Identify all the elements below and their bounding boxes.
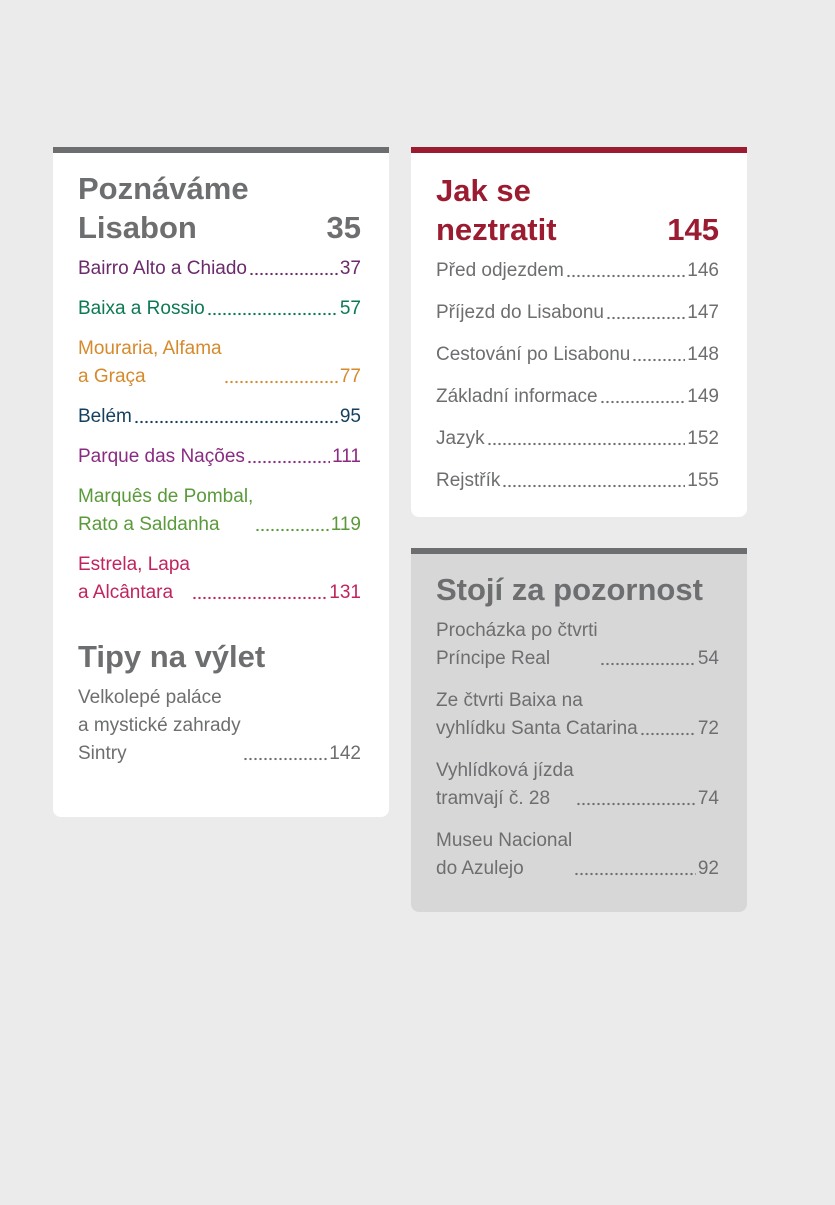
dot-leader <box>576 802 696 806</box>
heading-page-number: 145 <box>667 212 719 247</box>
toc-entry-page-number: 149 <box>687 386 719 407</box>
dot-leader <box>243 757 328 761</box>
section-body <box>78 169 361 768</box>
toc-entry-page-number: 148 <box>687 344 719 365</box>
toc-entry <box>78 443 361 471</box>
toc-entry-page-number: 111 <box>332 446 361 467</box>
section-card-worth <box>411 548 747 912</box>
toc-entry-label: Marquês de Pombal, Rato a Saldanha <box>78 486 254 535</box>
section-card-explore <box>53 147 389 817</box>
section-heading <box>436 171 719 249</box>
toc-entry <box>78 684 361 768</box>
toc-entry-label: Baixa a Rossio <box>78 298 205 319</box>
toc-entry-label: Procházka po čtvrti Príncipe Real <box>436 620 598 669</box>
toc-entry-label: Před odjezdem <box>436 260 564 281</box>
dot-leader <box>600 400 686 404</box>
toc-entry-label: Cestování po Lisabonu <box>436 344 631 365</box>
toc-entry <box>436 341 719 369</box>
heading-line: Lisabon <box>78 210 197 245</box>
toc-entry-page-number: 155 <box>687 470 719 491</box>
toc-entry <box>436 257 719 285</box>
toc-entry-page-number: 37 <box>339 258 361 279</box>
toc-entry-label: Museu Nacional do Azulejo <box>436 830 573 879</box>
toc-entry-label: Mouraria, Alfama a Graça <box>78 338 222 387</box>
heading-page-number: 35 <box>326 210 361 245</box>
dot-leader <box>192 596 327 600</box>
toc-list <box>436 617 719 883</box>
section-body <box>436 570 719 883</box>
dot-leader <box>600 662 696 666</box>
toc-entry <box>436 299 719 327</box>
toc-entry-label: Bairro Alto a Chiado <box>78 258 247 279</box>
dot-leader <box>566 274 686 278</box>
dot-leader <box>247 460 330 464</box>
toc-entry <box>436 617 719 673</box>
dot-leader <box>640 732 696 736</box>
dot-leader <box>249 272 338 276</box>
toc-entry-label: Parque das Nações <box>78 446 245 467</box>
dot-leader <box>574 872 696 876</box>
toc-entry <box>436 467 719 495</box>
toc-entry-page-number: 77 <box>339 366 361 387</box>
toc-entry-label: Základní informace <box>436 386 598 407</box>
dot-leader <box>502 484 685 488</box>
dot-leader <box>207 312 338 316</box>
toc-entry <box>78 403 361 431</box>
dot-leader <box>487 442 686 446</box>
section-card-lost <box>411 147 747 517</box>
dot-leader <box>224 380 338 384</box>
toc-entry-label: Belém <box>78 406 132 427</box>
toc-entry-label: Příjezd do Lisabonu <box>436 302 604 323</box>
section-heading-trips: Tipy na výlet <box>78 639 266 674</box>
dot-leader <box>255 528 328 532</box>
toc-entry <box>436 687 719 743</box>
section-top-bar <box>411 548 747 554</box>
heading-line: Jak se <box>436 173 531 208</box>
toc-entry <box>436 383 719 411</box>
heading-line: Poznáváme <box>78 171 249 206</box>
toc-entry-page-number: 147 <box>687 302 719 323</box>
toc-entry-page-number: 57 <box>339 298 361 319</box>
section-body <box>436 171 719 495</box>
toc-entry <box>78 551 361 607</box>
toc-entry-label: Estrela, Lapa a Alcântara <box>78 554 190 603</box>
toc-entry-label: Velkolepé paláce a mystické zahrady Sintry <box>78 687 241 764</box>
section-top-bar <box>53 147 389 153</box>
toc-entry-page-number: 146 <box>687 260 719 281</box>
toc-entry <box>436 827 719 883</box>
dot-leader <box>632 358 685 362</box>
toc-entry-label: Ze čtvrti Baixa na vyhlídku Santa Catarina <box>436 690 638 739</box>
toc-entry <box>436 757 719 813</box>
dot-leader <box>134 420 338 424</box>
heading-line: neztratit <box>436 212 557 247</box>
toc-entry-label: Rejstřík <box>436 470 501 491</box>
toc-entry <box>78 255 361 283</box>
toc-entry-page-number: 131 <box>329 582 361 603</box>
toc-entry-page-number: 95 <box>339 406 361 427</box>
toc-entry <box>436 425 719 453</box>
toc-entry-page-number: 92 <box>697 858 719 879</box>
toc-list <box>436 257 719 495</box>
section-top-bar <box>411 147 747 153</box>
toc-entry <box>78 483 361 539</box>
toc-entry-label: Jazyk <box>436 428 485 449</box>
toc-entry-page-number: 74 <box>697 788 719 809</box>
toc-entry <box>78 335 361 391</box>
section-heading <box>78 169 361 247</box>
toc-entry-page-number: 72 <box>697 718 719 739</box>
toc-list <box>78 684 361 768</box>
dot-leader <box>606 316 685 320</box>
toc-entry-page-number: 54 <box>697 648 719 669</box>
toc-list <box>78 255 361 607</box>
toc-entry <box>78 295 361 323</box>
toc-entry-page-number: 142 <box>329 743 361 764</box>
toc-entry-label: Vyhlídková jízda tramvají č. 28 <box>436 760 574 809</box>
section-heading: Stojí za pozornost <box>436 572 703 607</box>
toc-entry-page-number: 119 <box>330 514 361 535</box>
toc-entry-page-number: 152 <box>687 428 719 449</box>
